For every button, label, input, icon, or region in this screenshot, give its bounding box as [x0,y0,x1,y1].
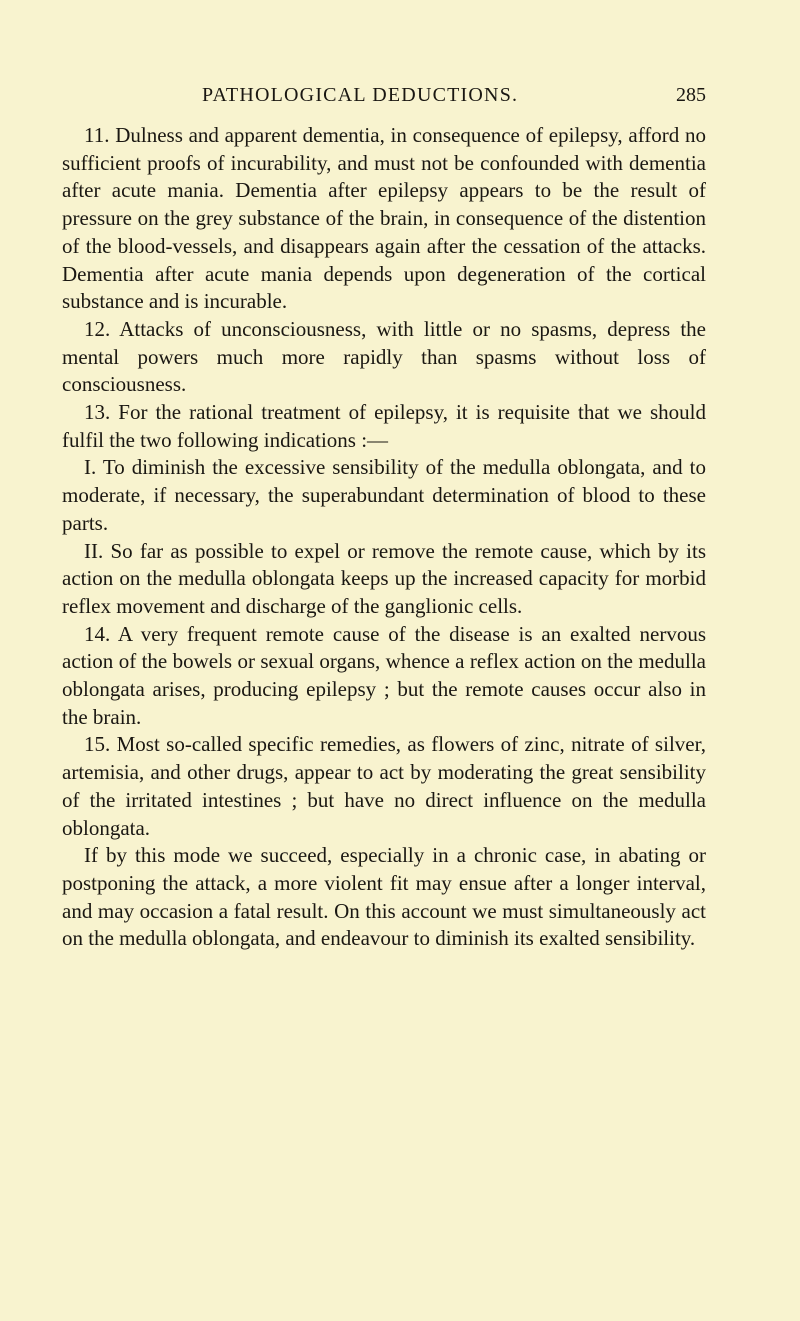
paragraph-14 [62,621,706,732]
paragraph-text: Attacks of unconsciousness, with little or no spasms, depress the mental powers much more rapidly than spasms without loss of consciousness. [62,316,707,397]
paragraph-13 [62,399,706,454]
paragraph-indication-2 [62,538,706,621]
paragraph-text: A very frequent remote cause of the disease is an exalted nervous action of the bowels or sexual organs, whence a reflex action on the medulla oblongata arises, producing epilepsy ; but the remote causes occur also in the brain. [62,621,706,729]
running-title: PATHOLOGICAL DEDUCTIONS. [202,84,519,106]
paragraph-text: To diminish the excessive sensibility of the medulla oblongata, and to moderate, if necessary, the superabundant determination of blood to these parts. [62,455,706,535]
paragraph-15 [62,731,706,842]
page-number: 285 [676,84,706,106]
paragraph-text: Dulness and apparent dementia, in consequence of epilepsy, afford no sufficient proofs of incurability, and must not be confounded with dementia after acute mania. Dementia after epilepsy appears to be the result of pressure on the grey substance of the brain, in consequence of the distention of the blood-vessels, and disappears again after the cessation of the attacks. Dementia after acute mania depends upon degeneration of the cortical substance and is incurable. [62,123,707,314]
paragraph-number: 11. [84,123,110,147]
paragraph-number: I. [84,455,97,480]
paragraph-number: II. [84,538,104,563]
body-text [62,122,706,953]
running-head [62,84,706,112]
paragraph-number: 14. [84,621,111,646]
paragraph-number: 12. [84,316,111,341]
paragraph-indication-1 [62,454,706,537]
paragraph-text: For the rational treatment of epilepsy, it is requisite that we should fulfil the two following indications :— [62,400,706,452]
paragraph-continuation [62,842,706,953]
paragraph-11 [62,122,706,316]
paragraph-text: Most so-called specific remedies, as flowers of zinc, nitrate of silver, artemisia, and other drugs, appear to act by moderating the great sensibility of the irritated intestines ; but have no direct influence on the medulla oblongata. [62,732,706,840]
paragraph-text: So far as possible to expel or remove the remote cause, which by its action on the medulla oblongata keeps up the increased capacity for morbid reflex movement and discharge of the ganglionic cells. [62,538,707,618]
paragraph-12 [62,316,706,399]
paragraph-text: If by this mode we succeed, especially in a chronic case, in abating or postponing the attack, a more violent fit may ensue after a longer interval, and may occasion a fatal result. On this account we must simultaneously act on the medulla oblongata, and endeavour to diminish its exalted sensibility. [62,843,706,951]
paragraph-number: 13. [84,400,111,425]
paragraph-number: 15. [84,732,111,757]
